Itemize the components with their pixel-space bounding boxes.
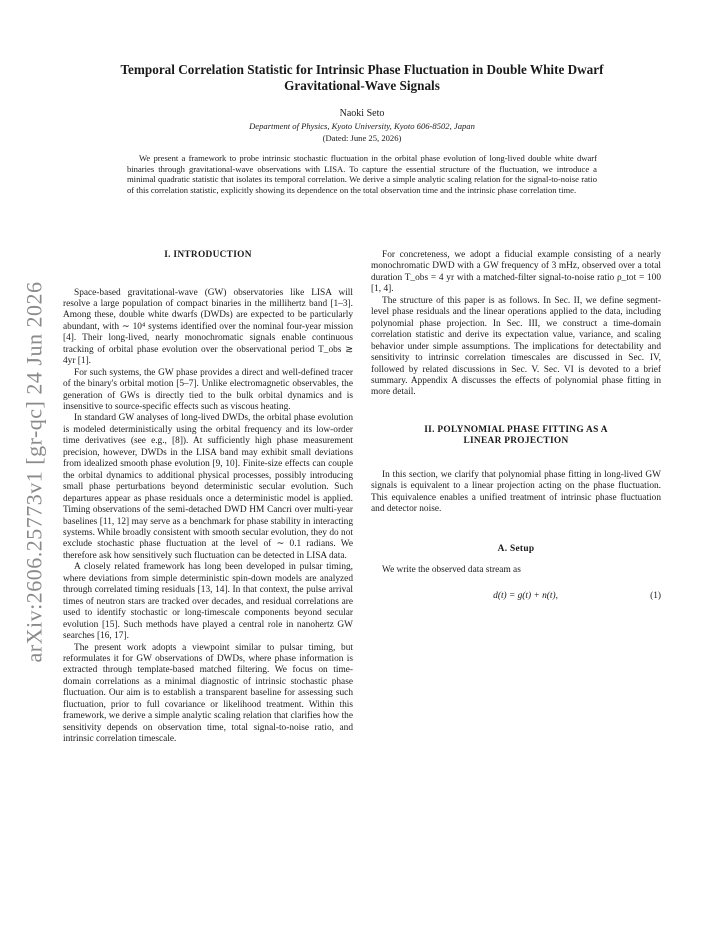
equation-1-body: d(t) = g(t) + n(t), xyxy=(493,590,558,601)
abstract: We present a framework to probe intrinsic stochastic fluctuation in the orbital phase evolution of long-lived double white dwarf binaries through gravitational-wave observations with LISA. To capture the essential structure of the fluctuation, we introduce a minimal quadratic statistic that isolates its temporal correlation. We derive a simple analytic scaling relation for the signal-to-noise ratio of this correlation statistic, explicitly showing its dependence on the total observation time and the intrinsic phase correlation time. xyxy=(127,153,597,195)
section-heading-polynomial-fitting-line1: II. POLYNOMIAL PHASE FITTING AS A xyxy=(424,424,608,435)
intro-paragraph-7: The structure of this paper is as follows. In Sec. II, we define segment-level phase residuals and the linear operations applied to the data, including polynomial phase projection. In Sec. III, we construct a time-domain correlation statistic and derive its expectation value, variance, and scaling behavior under simple assumptions. The implications for detectability and sensitivity to intrinsic correlation timescales are discussed in Sec. IV, followed by related discussions in Sec. V. Sec. VI is devoted to a brief summary. Appendix A discusses the effects of polynomial phase fitting in more detail. xyxy=(371,295,661,398)
paper-title-line2: Gravitational-Wave Signals xyxy=(284,78,440,93)
author-affiliation: Department of Physics, Kyoto University, Kyoto 606-8502, Japan xyxy=(249,121,475,131)
section-heading-introduction: I. INTRODUCTION xyxy=(164,250,252,260)
intro-paragraph-3: In standard GW analyses of long-lived DWDs, the orbital phase evolution is modeled deterministically using the orbital frequency and its low-order time derivatives (see e.g., [8]). At sufficiently high phase measurement precision, however, DWDs in the LISA band may exhibit small deviations from idealized smooth phase evolution [9, 10]. Finite-size effects can couple the orbital dynamics to additional physical processes, possibly introducing small phase perturbations beyond deterministic secular evolution. Such departures appear as phase residuals once a deterministic model is applied. Timing observations of the semi-detached DWD HM Cancri over multi-year baselines [11, 12] may serve as a benchmark for phase stability in interacting systems. While broadly consistent with smooth secular evolution, they do not exclude stochastic phase fluctuation at the level of ∼ 0.1 radians. We therefore ask how sensitively such fluctuation can be detected in LISA data. xyxy=(63,413,353,561)
section-heading-polynomial-fitting-line2: LINEAR PROJECTION xyxy=(463,436,569,447)
intro-paragraph-2: For such systems, the GW phase provides a direct and well-defined tracer of the binary's orbital motion [5–7]. Unlike electromagnetic observables, the generation of GWs is directly tied to the bulk orbital dynamics and is insensitive to source-specific effects such as viscous heating. xyxy=(63,367,353,413)
intro-paragraph-1: Space-based gravitational-wave (GW) observatories like LISA will resolve a large population of compact binaries in the millihertz band [1–3]. Among these, double white dwarfs (DWDs) are expected to be particularly abundant, with ∼ 10⁴ systems identified over the nominal four-year mission [4]. Their long-lived, nearly monochromatic signals enable continuous tracking of orbital phase evolution over the observational period T_obs ≳ 4yr [1]. xyxy=(63,287,353,367)
section2-paragraph-1: In this section, we clarify that polynomial phase fitting in long-lived GW signals is equivalent to a linear projection acting on the phase fluctuation. This equivalence enables a unified treatment of intrinsic phase fluctuation and detector noise. xyxy=(371,469,661,515)
author-name: Naoki Seto xyxy=(339,108,385,119)
arxiv-identifier-text: arXiv:2606.25773v1 [gr-qc] 24 Jun 2026 xyxy=(21,281,46,663)
date-line: (Dated: June 25, 2026) xyxy=(322,133,402,143)
equation-1-number: (1) xyxy=(650,590,661,601)
intro-paragraph-5: The present work adopts a viewpoint similar to pulsar timing, but reformulates it for GW observations of DWDs, where phase information is extracted through template-based matched filtering. We focus on time-domain correlations as a minimal diagnostic of intrinsic stochastic phase fluctuation. Our aim is to establish a transparent baseline for assessing such fluctuation, prior to full covariance or likelihood treatment. Within this framework, we derive a simple analytic scaling relation that clarifies how the sensitivity depends on observation time, total signal-to-noise ratio, and intrinsic correlation timescale. xyxy=(63,642,353,745)
paper-title xyxy=(60,62,664,94)
subsection-heading-setup: A. Setup xyxy=(497,543,535,554)
paper-title-line1: Temporal Correlation Statistic for Intrinsic Phase Fluctuation in Double White Dwarf xyxy=(120,62,604,77)
intro-paragraph-6: For concreteness, we adopt a fiducial example consisting of a nearly monochromatic DWD with a GW frequency of 3 mHz, observed over a total duration T_obs = 4 yr with a matched-filter signal-to-noise ratio ρ_tot = 100 [1, 4]. xyxy=(371,250,661,295)
equation-1 xyxy=(371,591,661,602)
arxiv-identifier xyxy=(14,262,54,682)
section2-paragraph-2: We write the observed data stream as xyxy=(382,565,521,576)
section-heading-polynomial-fitting xyxy=(371,425,661,448)
left-column xyxy=(63,250,353,746)
right-column xyxy=(371,250,661,602)
intro-paragraph-4: A closely related framework has long been developed in pulsar timing, where deviations from simple deterministic spin-down models are analyzed through correlated timing residuals [13, 14]. In that context, the pulse arrival times of neutron stars are tracked over decades, and residual correlations are used to identify stochastic or long-timescale components beyond secular evolution [15]. Such methods have played a central role in nanohertz GW searches [16, 17]. xyxy=(63,562,353,642)
